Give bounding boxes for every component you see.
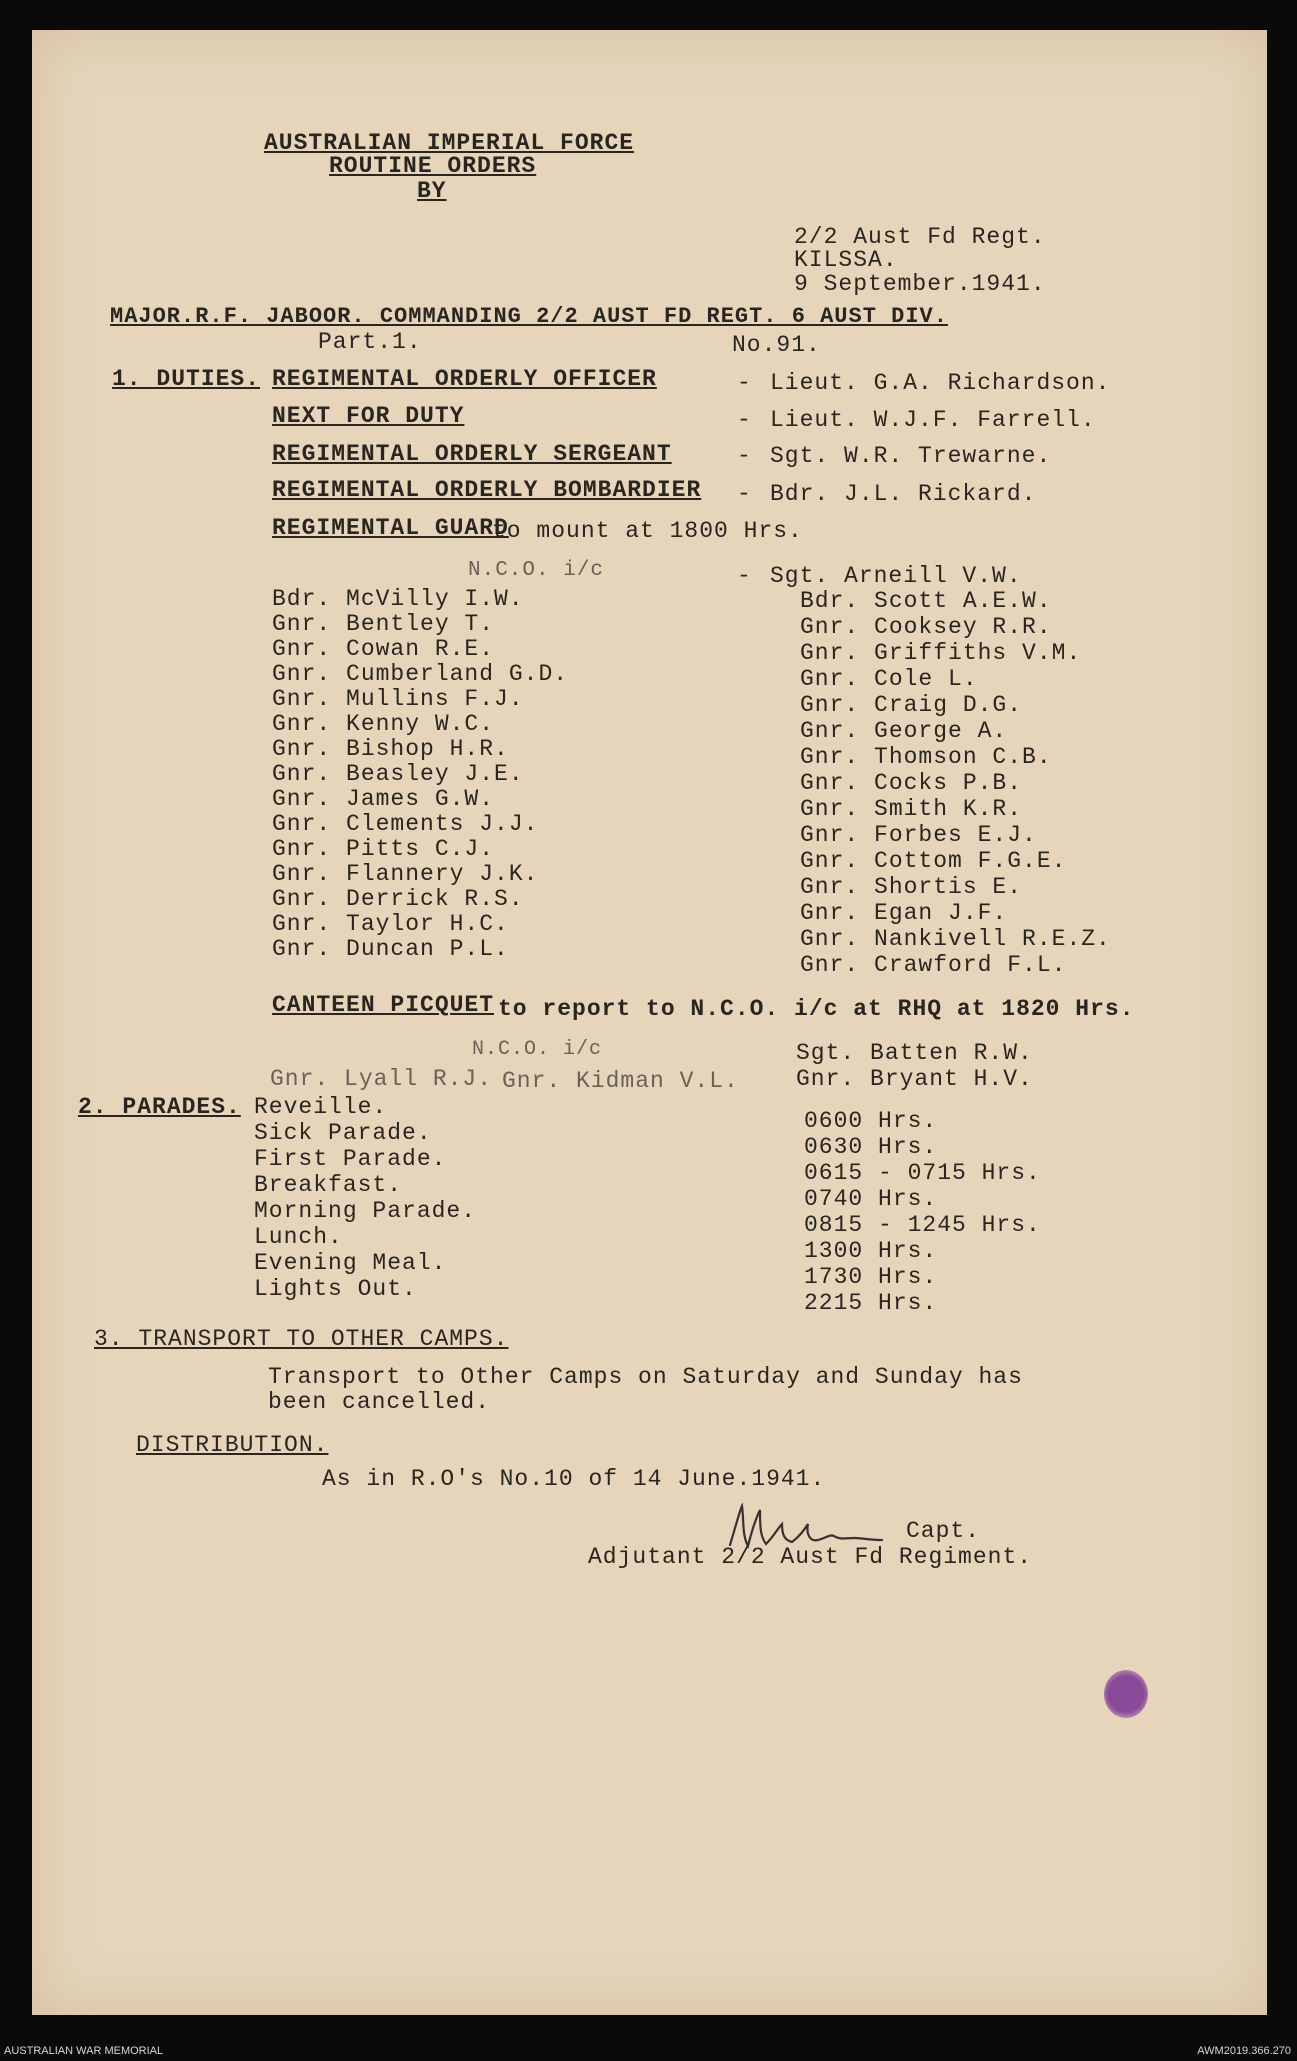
footer-source: AUSTRALIAN WAR MEMORIAL bbox=[4, 2045, 164, 2057]
duty-dash: - bbox=[737, 443, 752, 469]
parade-time: 2215 Hrs. bbox=[804, 1290, 938, 1316]
part-number: Part.1. bbox=[318, 329, 422, 355]
nco-name: Sgt. Arneill V.W. bbox=[770, 563, 1022, 589]
duty-name: Lieut. G.A. Richardson. bbox=[770, 370, 1111, 396]
guard-member: Gnr. Forbes E.J. bbox=[800, 822, 1037, 848]
canteen-nco-label: N.C.O. i/c bbox=[472, 1038, 603, 1061]
guard-member: Gnr. Cooksey R.R. bbox=[800, 614, 1052, 640]
title-aif: AUSTRALIAN IMPERIAL FORCE bbox=[264, 130, 635, 156]
guard-member: Gnr. Flannery J.K. bbox=[272, 861, 539, 887]
guard-member: Bdr. McVilly I.W. bbox=[272, 586, 524, 612]
parade-time: 0815 - 1245 Hrs. bbox=[804, 1212, 1041, 1238]
guard-member: Gnr. Clements J.J. bbox=[272, 811, 539, 837]
guard-member: Gnr. Derrick R.S. bbox=[272, 886, 524, 912]
parade-time: 1300 Hrs. bbox=[804, 1238, 938, 1264]
parade-time: 1730 Hrs. bbox=[804, 1264, 938, 1290]
footer-accession: AWM2019.366.270 bbox=[1197, 2045, 1291, 2057]
parade-label: Sick Parade. bbox=[254, 1120, 432, 1146]
guard-member: Gnr. Pitts C.J. bbox=[272, 836, 495, 862]
transport-line-2: been cancelled. bbox=[268, 1389, 491, 1415]
guard-member: Gnr. Cumberland G.D. bbox=[272, 661, 569, 687]
duty-dash: - bbox=[737, 481, 752, 507]
parade-time: 0630 Hrs. bbox=[804, 1134, 938, 1160]
guard-label: REGIMENTAL GUARD bbox=[272, 515, 509, 541]
duty-role: REGIMENTAL ORDERLY BOMBARDIER bbox=[272, 477, 702, 503]
parade-label: Lunch. bbox=[254, 1224, 343, 1250]
parades-heading: 2. PARADES. bbox=[78, 1094, 241, 1120]
guard-member: Gnr. George A. bbox=[800, 718, 1008, 744]
parade-label: First Parade. bbox=[254, 1146, 447, 1172]
guard-member: Gnr. Crawford F.L. bbox=[800, 952, 1067, 978]
signature-rank: Capt. bbox=[906, 1518, 981, 1544]
duties-heading: 1. DUTIES. bbox=[112, 366, 261, 392]
guard-member: Gnr. Griffiths V.M. bbox=[800, 640, 1082, 666]
guard-member: Gnr. Bentley T. bbox=[272, 611, 495, 637]
nco-label: N.C.O. i/c bbox=[468, 559, 605, 582]
guard-member: Gnr. Thomson C.B. bbox=[800, 744, 1052, 770]
title-by: BY bbox=[417, 178, 447, 204]
parade-label: Morning Parade. bbox=[254, 1198, 477, 1224]
order-number: No.91. bbox=[732, 332, 821, 358]
guard-member: Gnr. Smith K.R. bbox=[800, 796, 1023, 822]
canteen-member: Gnr. Bryant H.V. bbox=[796, 1066, 1033, 1092]
parade-time: 0740 Hrs. bbox=[804, 1186, 938, 1212]
guard-member: Gnr. Nankivell R.E.Z. bbox=[800, 926, 1111, 952]
date: 9 September.1941. bbox=[794, 271, 1046, 297]
guard-member: Bdr. Scott A.E.W. bbox=[800, 588, 1052, 614]
commander-line: MAJOR.R.F. JABOOR. COMMANDING 2/2 AUST FD REGT. 6 AUST DIV. bbox=[110, 304, 948, 329]
duty-name: Lieut. W.J.F. Farrell. bbox=[770, 407, 1096, 433]
parade-label: Lights Out. bbox=[254, 1276, 417, 1302]
canteen-member: Gnr. Kidman V.L. bbox=[502, 1068, 739, 1094]
guard-member: Gnr. Duncan P.L. bbox=[272, 936, 509, 962]
signature-title: Adjutant 2/2 Aust Fd Regiment. bbox=[588, 1544, 1033, 1570]
location: KILSSA. bbox=[794, 247, 898, 273]
transport-heading: 3. TRANSPORT TO OTHER CAMPS. bbox=[94, 1326, 509, 1352]
duty-dash: - bbox=[737, 407, 752, 433]
parade-time: 0615 - 0715 Hrs. bbox=[804, 1160, 1041, 1186]
guard-member: Gnr. James G.W. bbox=[272, 786, 495, 812]
distribution-text: As in R.O's No.10 of 14 June.1941. bbox=[322, 1466, 826, 1492]
parade-label: Breakfast. bbox=[254, 1172, 403, 1198]
duty-role: REGIMENTAL ORDERLY OFFICER bbox=[272, 366, 657, 392]
guard-member: Gnr. Cottom F.G.E. bbox=[800, 848, 1067, 874]
duty-dash: - bbox=[737, 370, 752, 396]
duty-role: NEXT FOR DUTY bbox=[272, 403, 465, 429]
duty-name: Bdr. J.L. Rickard. bbox=[770, 481, 1037, 507]
transport-line-1: Transport to Other Camps on Saturday and Sunday has bbox=[268, 1364, 1023, 1390]
canteen-picquet-label: CANTEEN PICQUET bbox=[272, 992, 495, 1018]
ink-stain bbox=[1104, 1670, 1148, 1718]
parade-label: Reveille. bbox=[254, 1094, 388, 1120]
guard-member: Gnr. Kenny W.C. bbox=[272, 711, 495, 737]
title-routine-orders: ROUTINE ORDERS bbox=[329, 153, 537, 179]
guard-member: Gnr. Mullins F.J. bbox=[272, 686, 524, 712]
guard-member: Gnr. Craig D.G. bbox=[800, 692, 1023, 718]
unit-name: 2/2 Aust Fd Regt. bbox=[794, 224, 1046, 250]
canteen-picquet-text: to report to N.C.O. i/c at RHQ at 1820 Hrs. bbox=[498, 996, 1135, 1022]
canteen-nco-name: Sgt. Batten R.W. bbox=[796, 1040, 1033, 1066]
duty-role: REGIMENTAL ORDERLY SERGEANT bbox=[272, 441, 672, 467]
parade-time: 0600 Hrs. bbox=[804, 1108, 938, 1134]
guard-member: Gnr. Taylor H.C. bbox=[272, 911, 509, 937]
nco-dash: - bbox=[737, 563, 752, 589]
guard-text: to mount at 1800 Hrs. bbox=[492, 518, 803, 544]
guard-member: Gnr. Shortis E. bbox=[800, 874, 1023, 900]
parade-label: Evening Meal. bbox=[254, 1250, 447, 1276]
guard-member: Gnr. Cowan R.E. bbox=[272, 636, 495, 662]
guard-member: Gnr. Cocks P.B. bbox=[800, 770, 1023, 796]
duty-name: Sgt. W.R. Trewarne. bbox=[770, 443, 1052, 469]
document-page bbox=[32, 30, 1267, 2015]
canteen-member: Gnr. Lyall R.J. bbox=[270, 1066, 493, 1092]
guard-member: Gnr. Cole L. bbox=[800, 666, 978, 692]
guard-member: Gnr. Egan J.F. bbox=[800, 900, 1008, 926]
guard-member: Gnr. Beasley J.E. bbox=[272, 761, 524, 787]
distribution-heading: DISTRIBUTION. bbox=[136, 1432, 329, 1458]
guard-member: Gnr. Bishop H.R. bbox=[272, 736, 509, 762]
